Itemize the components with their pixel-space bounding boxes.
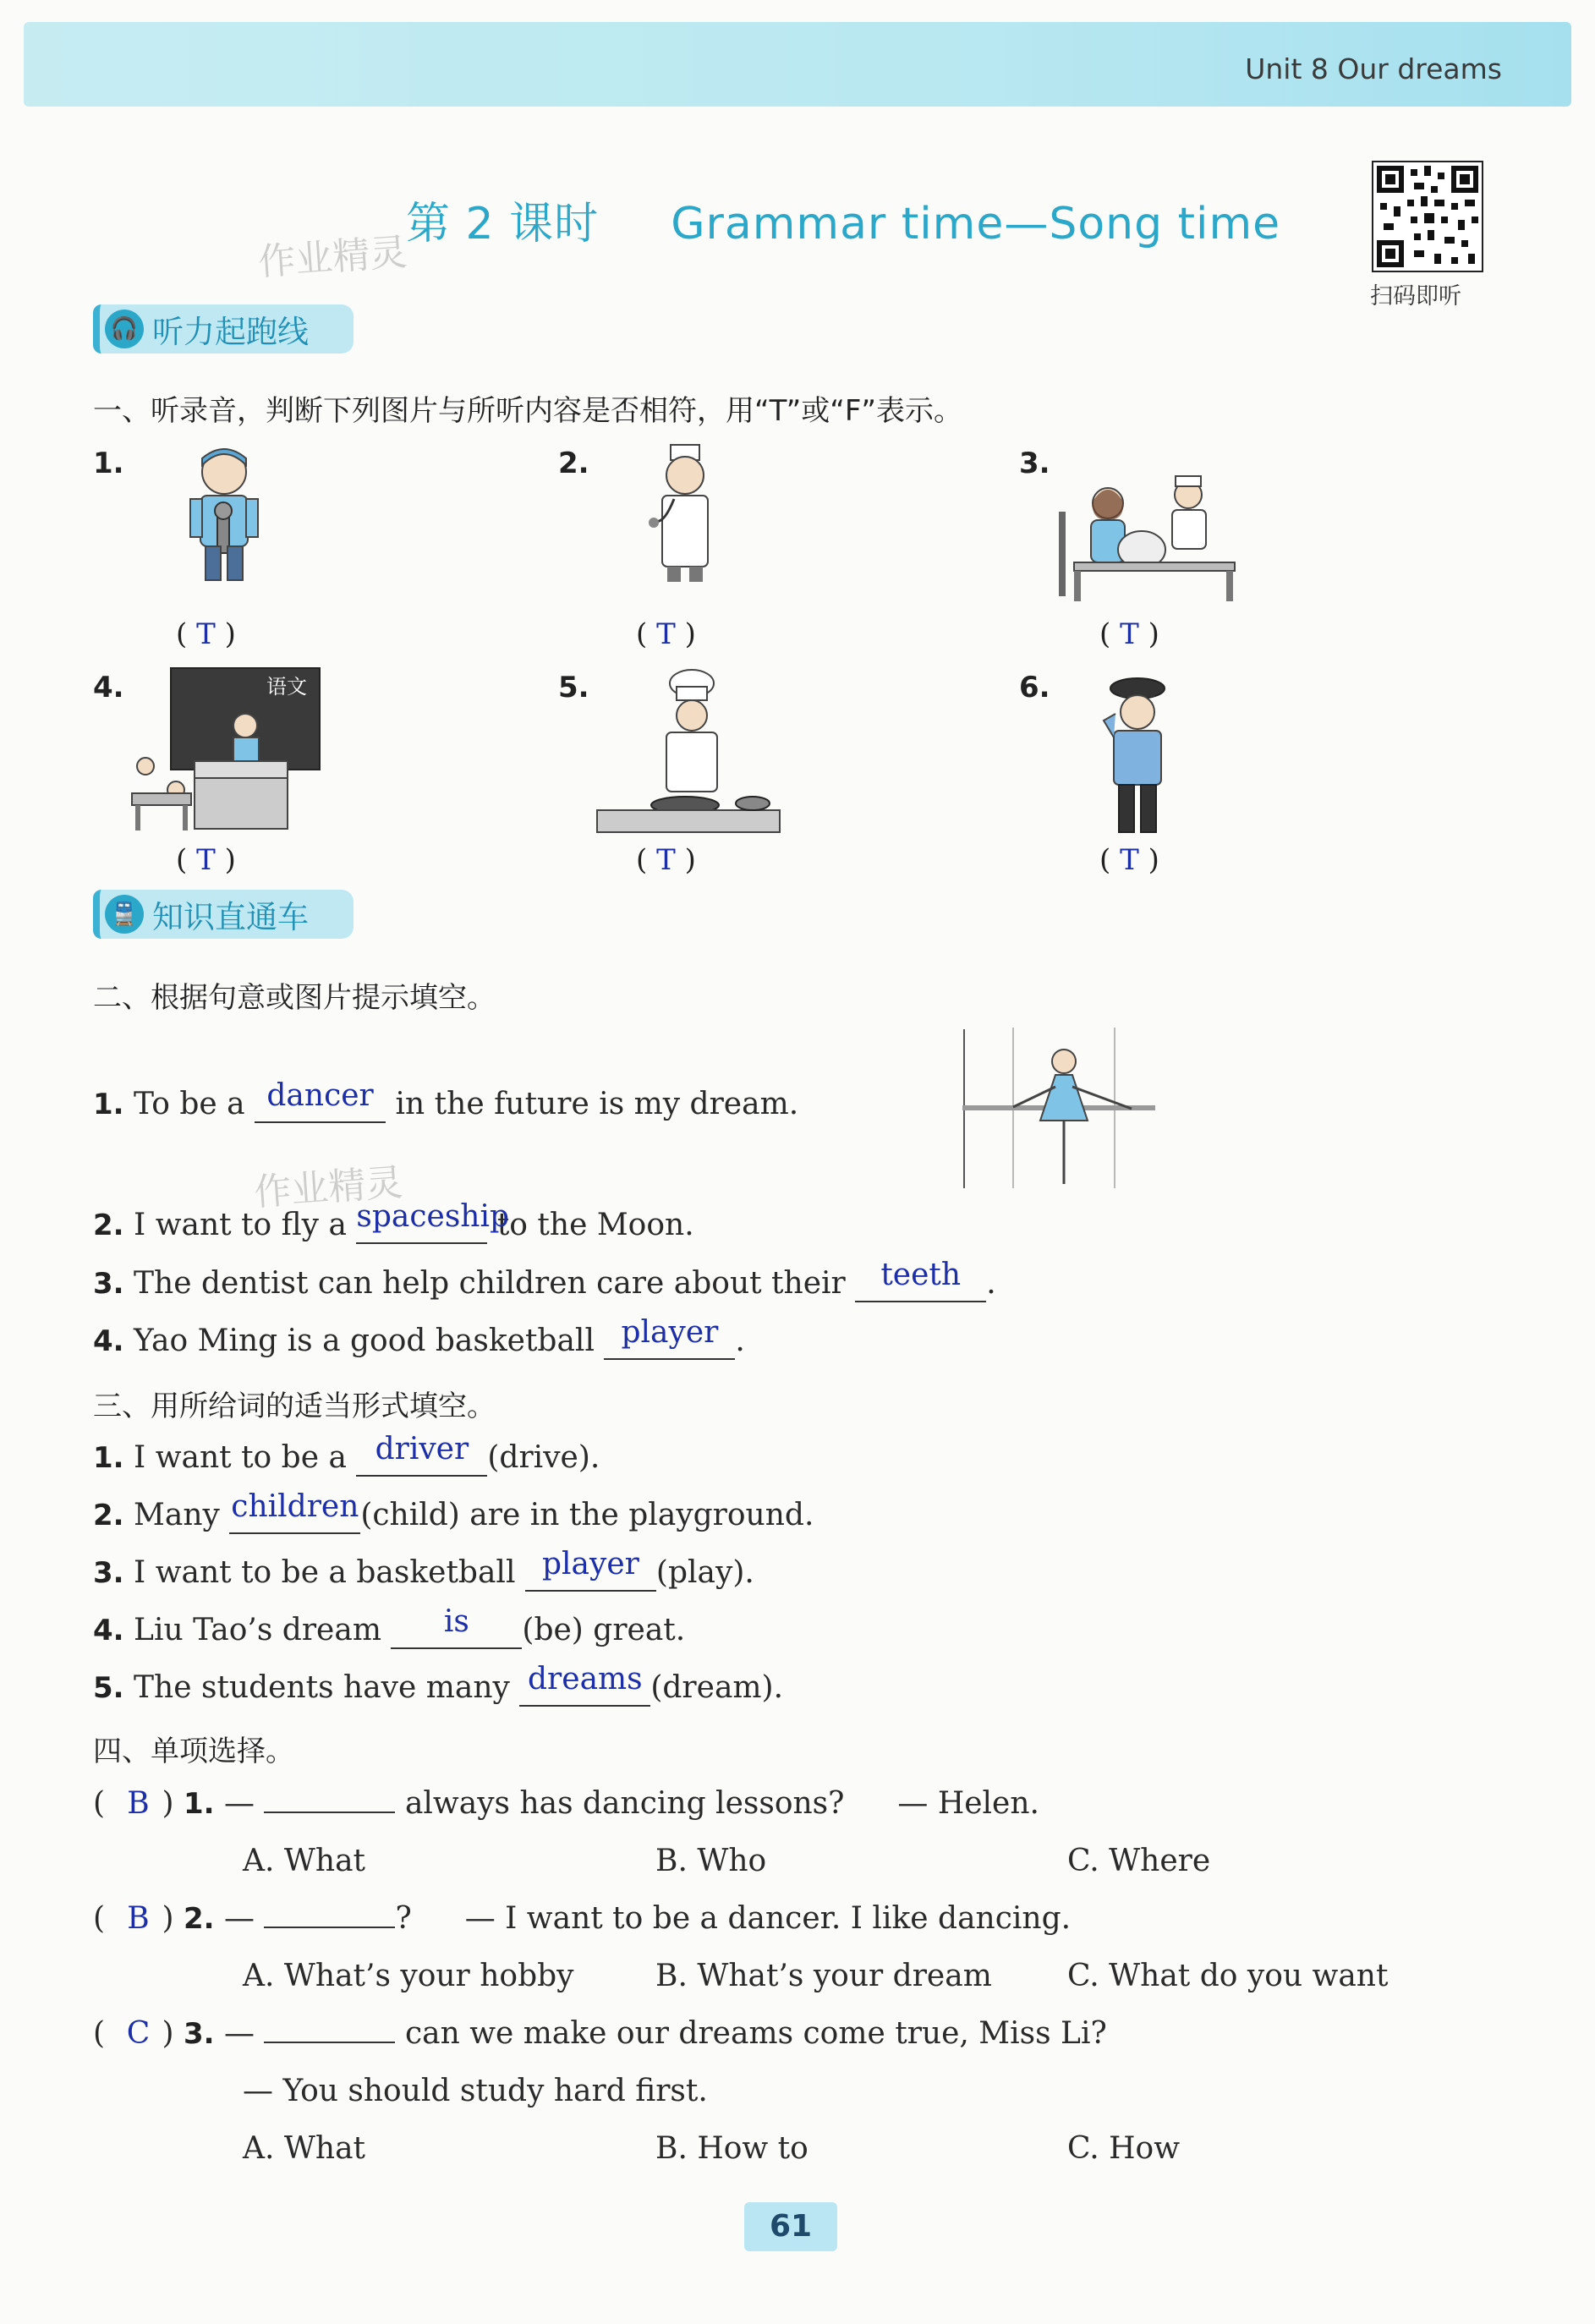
p4-item1-option-a[interactable]: A. What: [243, 1844, 366, 1878]
p4-item2-dash: —: [224, 1901, 255, 1936]
p4-item2-answer: B: [127, 1901, 150, 1936]
doctor-stethoscope-icon: [630, 440, 740, 587]
p4-item3: [93, 2016, 1107, 2051]
p3-item3-answer: player: [541, 1547, 639, 1581]
p1-item1-answer: T: [196, 617, 216, 651]
p4-item1-blank[interactable]: [264, 1812, 395, 1813]
part1-heading: 一、听录音，判断下列图片与所听内容是否相符，用“T”或“F”表示。: [93, 394, 963, 428]
p2-item1-num: 1.: [93, 1088, 124, 1121]
p4-item3-option-c[interactable]: C. How: [1067, 2131, 1181, 2166]
p3-item2-blank[interactable]: [229, 1489, 360, 1534]
p2-item3-answer: teeth: [880, 1258, 962, 1292]
p3-item2-num: 2.: [93, 1499, 124, 1532]
p3-item4-before: Liu Tao’s dream: [134, 1613, 381, 1647]
headphones-icon: 🎧: [105, 310, 144, 348]
lesson-number: 第 2 课时: [406, 199, 600, 249]
p3-item4-after: (be) great.: [522, 1613, 686, 1647]
train-icon: 🚆: [105, 895, 144, 934]
ballet-dancer-icon: [962, 1028, 1157, 1200]
p3-item4-num: 4.: [93, 1614, 124, 1647]
section-knowledge-label: 知识直通车: [152, 899, 309, 935]
p1-item6-num: 6.: [1019, 671, 1050, 704]
qr-code[interactable]: [1372, 161, 1483, 272]
p3-item3: [93, 1547, 754, 1592]
p3-item4-blank[interactable]: [391, 1604, 522, 1649]
p4-item3-answer-slot: ( C ): [93, 2016, 174, 2051]
p4-item3-blank[interactable]: [264, 2042, 395, 2043]
p2-item3-blank[interactable]: [855, 1258, 986, 1302]
p3-item4-answer: is: [443, 1604, 469, 1639]
part3-heading: 三、用所给词的适当形式填空。: [93, 1389, 496, 1423]
p4-item1-answer-slot: ( B ): [93, 1786, 174, 1821]
p2-item1-after: in the future is my dream.: [395, 1087, 799, 1121]
p1-item2-answer-slot: ( T ): [636, 617, 696, 651]
p4-item2-stem: ?: [395, 1901, 412, 1936]
p1-item2-answer: T: [656, 617, 676, 651]
p3-item5-num: 5.: [93, 1671, 124, 1705]
p4-item1-num: 1.: [184, 1787, 215, 1821]
part2-heading: 二、根据句意或图片提示填空。: [93, 981, 496, 1015]
qr-caption: 扫码即听: [1370, 283, 1461, 310]
p2-item2-after: to the Moon.: [496, 1208, 694, 1242]
p1-item1-answer-slot: ( T ): [176, 617, 236, 651]
p3-item5-after: (dream).: [650, 1670, 784, 1705]
p3-item1-before: I want to be a: [134, 1440, 347, 1475]
p2-item2-answer: spaceship: [356, 1199, 510, 1234]
p3-item1-blank[interactable]: [356, 1432, 487, 1477]
p3-item1-answer: driver: [375, 1432, 469, 1466]
vet-with-dog-icon: [1057, 469, 1243, 608]
p1-item5-answer: T: [656, 843, 676, 877]
p3-item3-after: (play).: [655, 1555, 754, 1590]
p4-item2-option-c[interactable]: C. What do you want: [1067, 1959, 1389, 1993]
p1-item3-num: 3.: [1019, 447, 1050, 480]
p4-item3-answer: C: [126, 2016, 151, 2051]
cook-kitchen-icon: [592, 668, 787, 841]
p1-item2-num: 2.: [558, 447, 589, 480]
page-number: 61: [744, 2202, 837, 2251]
page-title: [406, 188, 1280, 251]
p2-item3-num: 3.: [93, 1267, 124, 1301]
p3-item3-before: I want to be a basketball: [134, 1555, 516, 1590]
p2-item1: [93, 1078, 799, 1123]
p4-item1-option-c[interactable]: C. Where: [1067, 1844, 1211, 1878]
p3-item5-answer: dreams: [528, 1662, 643, 1696]
section-listening: [93, 304, 354, 354]
repairman-wrench-icon: [165, 440, 283, 587]
p2-item4: [93, 1315, 745, 1360]
p3-item2: [93, 1489, 814, 1534]
p1-item4-num: 4.: [93, 671, 124, 704]
p2-item2: [93, 1199, 694, 1244]
p4-item1-option-b[interactable]: B. Who: [655, 1844, 767, 1878]
p3-item5-blank[interactable]: [519, 1662, 650, 1707]
p4-item3-dash: —: [224, 2016, 255, 2051]
p2-item2-before: I want to fly a: [134, 1208, 347, 1242]
p4-item3-stem: can we make our dreams come true, Miss Li?: [404, 2016, 1107, 2051]
p1-item6-answer: T: [1120, 843, 1139, 877]
p4-item2-num: 2.: [184, 1902, 215, 1936]
section-listening-label: 听力起跑线: [152, 314, 309, 350]
p3-item1: [93, 1432, 600, 1477]
p1-item3-answer-slot: ( T ): [1099, 617, 1159, 651]
p4-item1-reply: — Helen.: [897, 1786, 1039, 1821]
p1-item3-answer: T: [1120, 617, 1139, 651]
p3-item4: [93, 1604, 686, 1649]
p2-item2-blank[interactable]: [356, 1199, 510, 1244]
p3-item2-before: Many: [134, 1498, 220, 1532]
p4-item3-reply: — You should study hard first.: [243, 2074, 708, 2108]
p4-item2-option-b[interactable]: B. What’s your dream: [655, 1959, 992, 1993]
p2-item1-answer: dancer: [266, 1078, 374, 1113]
part4-heading: 四、单项选择。: [93, 1735, 294, 1768]
p2-item3: [93, 1258, 996, 1302]
unit-label: Unit 8 Our dreams: [1245, 52, 1502, 85]
p3-item5: [93, 1662, 784, 1707]
p4-item3-option-a[interactable]: A. What: [243, 2131, 366, 2166]
p4-item1: [93, 1786, 1039, 1821]
p1-item5-num: 5.: [558, 671, 589, 704]
p2-item4-after: .: [735, 1324, 745, 1358]
section-knowledge: [93, 890, 354, 939]
p1-item4-answer: T: [196, 843, 216, 877]
p4-item3-option-b[interactable]: B. How to: [655, 2131, 808, 2166]
p3-item5-before: The students have many: [134, 1670, 510, 1705]
p4-item2-option-a[interactable]: A. What’s your hobby: [243, 1959, 574, 1993]
p2-item4-before: Yao Ming is a good basketball: [134, 1324, 595, 1358]
p4-item2: [93, 1901, 1071, 1936]
p1-item1-num: 1.: [93, 447, 124, 480]
p4-item2-blank[interactable]: [264, 1927, 395, 1928]
p3-item1-num: 1.: [93, 1441, 124, 1475]
p3-item3-num: 3.: [93, 1556, 124, 1590]
p2-item3-after: .: [986, 1266, 996, 1301]
p2-item4-blank[interactable]: [604, 1315, 735, 1360]
p3-item1-after: (drive).: [487, 1440, 600, 1475]
p3-item3-blank[interactable]: [525, 1547, 656, 1592]
p1-item6-answer-slot: ( T ): [1099, 843, 1159, 877]
p1-item5-answer-slot: ( T ): [636, 843, 696, 877]
blackboard-text: 语文: [266, 675, 307, 699]
p2-item4-num: 4.: [93, 1324, 124, 1358]
p3-item2-after: (child) are in the playground.: [360, 1498, 814, 1532]
p1-item4-answer-slot: ( T ): [176, 843, 236, 877]
lesson-topic: Grammar time—Song time: [671, 199, 1281, 249]
p2-item4-answer: player: [621, 1315, 719, 1350]
p4-item1-answer: B: [127, 1786, 150, 1821]
teacher-classroom-icon: [127, 666, 321, 839]
p2-item3-before: The dentist can help children care about their: [134, 1266, 846, 1301]
p4-item3-num: 3.: [184, 2017, 215, 2051]
p2-item1-before: To be a: [134, 1087, 245, 1121]
p3-item2-answer: children: [231, 1489, 359, 1524]
p4-item2-answer-slot: ( B ): [93, 1901, 174, 1936]
policeman-salute-icon: [1087, 670, 1188, 842]
watermark-2: 作业精灵: [252, 1160, 404, 1215]
watermark: 作业精灵: [256, 230, 408, 285]
p4-item1-dash: —: [224, 1786, 255, 1821]
p4-item1-stem: always has dancing lessons?: [404, 1786, 845, 1821]
p4-item2-reply: — I want to be a dancer. I like dancing.: [464, 1901, 1072, 1936]
p2-item1-blank[interactable]: [255, 1078, 386, 1123]
p2-item2-num: 2.: [93, 1209, 124, 1242]
